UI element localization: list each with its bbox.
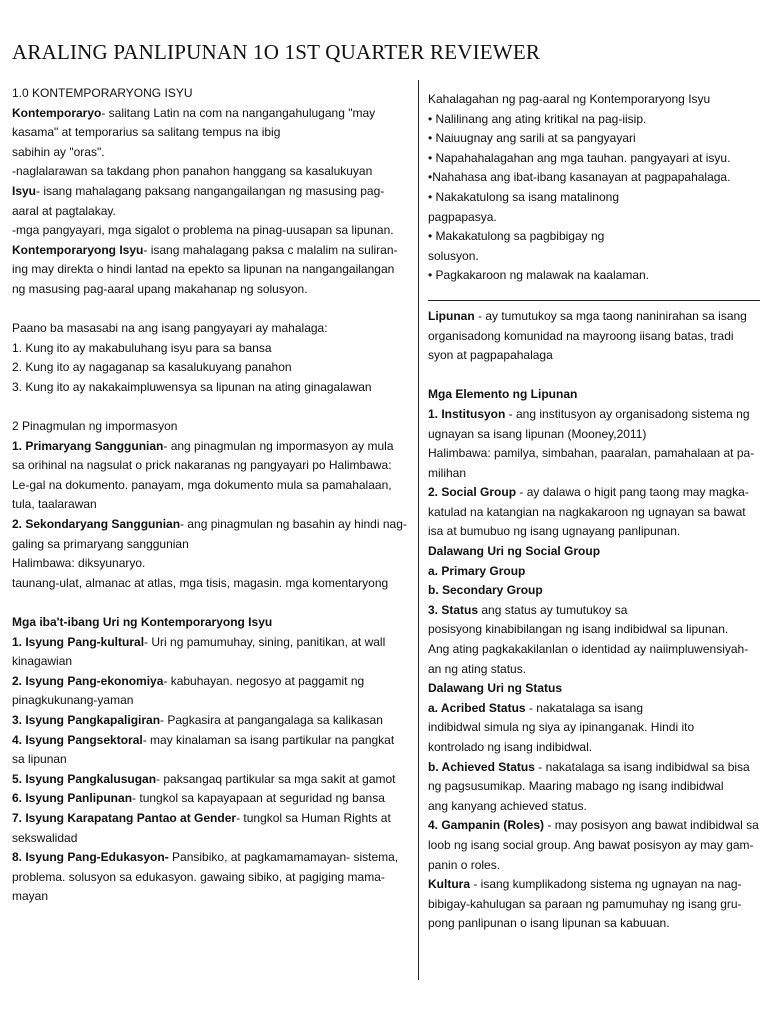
term: 2. Sekondaryang Sanggunian	[12, 517, 181, 532]
term: b. Achieved Status	[428, 759, 535, 774]
text-line	[428, 875, 760, 934]
term: 2. Isyung Pang-ekonomiya	[12, 673, 164, 688]
definition: - tungkol sa kapayapaan at seguridad ng bansa	[132, 791, 385, 806]
definition: - ang institusyon ay organisadong sistema ng ugnayan sa isang lipunan (Mooney,2011)	[428, 406, 750, 441]
text-line	[428, 718, 760, 738]
definition: sabihin ay "oras".	[12, 144, 105, 159]
definition: 1.0 KONTEMPORARYONG ISYU	[12, 86, 193, 100]
term: Dalawang Uri ng Social Group	[428, 544, 601, 559]
definition: indibidwal simula ng siya ay ipinanganak. Hindi ito	[428, 720, 695, 735]
term: Kultura	[428, 877, 470, 892]
text-line	[12, 515, 407, 554]
term: 4. Isyung Pangsektoral	[12, 732, 143, 747]
term: a. Acribed Status	[428, 700, 526, 715]
definition: • Pagkakaroon ng malawak na kaalaman.	[428, 268, 649, 283]
definition: - may posisyon ang bawat indibidwal sa loob ng isang social group. Ang bawat posisyon ay may gam-panin o roles.	[428, 818, 759, 872]
definition: Pansibiko, at pagkamamamayan- sistema, problema. solusyon sa edukasyon. gawaing sibiko, at pagiging mama-mayan	[12, 850, 399, 904]
text-line	[428, 758, 760, 778]
definition: • Nakakatulong sa isang matalinong	[428, 189, 619, 204]
text-line	[428, 366, 760, 386]
term: Kontemporaryong Isyu	[12, 242, 144, 257]
text-line	[12, 339, 407, 359]
text-line	[428, 601, 760, 621]
text-line	[12, 613, 407, 633]
term: Mga Elemento ng Lipunan	[428, 387, 578, 402]
text-line	[12, 770, 407, 790]
right-column	[428, 90, 760, 934]
definition: - ang pinagmulan ng basahin ay hindi nag-galing sa primaryang sanggunian	[12, 517, 407, 551]
definition: - tungkol sa Human Rights at sekswalidad	[12, 810, 391, 845]
term: 1. Primaryang Sanggunian	[12, 438, 164, 453]
text-line	[428, 266, 760, 286]
term: 6. Isyung Panlipunan	[12, 791, 133, 806]
definition: - ang pinagmulan ng impormasyon ay mula sa orihinal na nagsulat o prick nakaranas ng pangyayari po Halimbawa: Le-gal na dokumento. panayam, mga dokumento mula sa pamahalaan, tula, taalarawan	[12, 438, 394, 512]
definition: - nakatalaga sa isang	[525, 700, 644, 715]
definition: posisyong kinabibilangan ng isang indibidwal sa lipunan.	[428, 622, 729, 637]
definition: - nakatalaga sa isang indibidwal sa bisa	[534, 759, 750, 774]
definition: - kabuhayan. negosyo at paggamit ng pinagkukunang-yaman	[12, 673, 365, 708]
text-line	[12, 789, 407, 809]
text-line	[428, 816, 760, 875]
column-divider	[418, 80, 419, 980]
definition: - isang mahalagang paksa c malalim na suliran-ing may direkta o hindi lantad na epekto sa lipunan na nangangailangan ng masusing pag-aaral upang makahanap ng solusyon.	[12, 242, 398, 296]
text-line	[12, 731, 407, 770]
definition: - Pagkasira at pangangalaga sa kalikasan	[160, 713, 383, 727]
text-line	[428, 90, 760, 110]
definition: Halimbawa: pamilya, simbahan, paaralan, pamahalaan at pa-milihan	[428, 446, 755, 480]
text-line	[428, 738, 760, 758]
term: 3. Isyung Pangkapaligiran	[12, 713, 161, 727]
left-column	[12, 84, 407, 907]
text-line	[428, 640, 760, 679]
text-line	[428, 129, 760, 149]
definition: kontrolado ng isang indibidwal.	[428, 740, 593, 754]
definition: ang status ay tumutukoy sa	[478, 602, 628, 617]
text-line	[12, 319, 407, 339]
definition: - may kinalaman sa isang partikular na pangkat sa lipunan	[12, 732, 395, 767]
term: 2. Social Group	[428, 485, 517, 500]
term: 5. Isyung Pangkalusugan	[12, 771, 157, 786]
term: b. Secondary Group	[428, 583, 543, 598]
definition: - isang mahalagang paksang nangangailangan ng masusing pag-aaral at pagtalakay.	[12, 183, 385, 218]
text-line	[428, 227, 760, 247]
text-line	[428, 188, 760, 208]
text-line	[12, 672, 407, 711]
text-line	[12, 300, 407, 320]
text-line	[428, 483, 760, 542]
text-line	[428, 110, 760, 130]
text-line	[428, 620, 760, 640]
text-line	[12, 574, 407, 594]
text-line	[12, 711, 407, 731]
text-line	[428, 208, 760, 228]
definition: ng pagsusumikap. Maaring mabago ng isang indibidwal	[428, 779, 724, 794]
definition: • Nalilinang ang ating kritikal na pag-iisip.	[428, 111, 647, 126]
definition: • Makakatulong sa pagbibigay ng	[428, 229, 605, 244]
text-line	[12, 398, 407, 418]
text-line	[428, 168, 760, 188]
page-title: ARALING PANLIPUNAN 1O 1ST QUARTER REVIEWER	[12, 40, 541, 64]
section-divider	[428, 300, 760, 301]
text-line	[12, 809, 407, 848]
term: 3. Status	[428, 602, 479, 617]
text-line	[12, 221, 407, 241]
definition: Paano ba masasabi na ang isang pangyayari ay mahalaga:	[12, 321, 328, 336]
text-line	[12, 437, 407, 515]
text-line	[12, 104, 407, 143]
term: 1. Institusyon	[428, 406, 506, 421]
text-line	[12, 241, 407, 300]
definition: -mga pangyayari, mga sigalot o problema na pinag-uusapan sa lipunan.	[12, 223, 394, 238]
text-line	[12, 84, 407, 104]
text-line	[12, 182, 407, 221]
text-line	[12, 358, 407, 378]
text-line	[428, 581, 760, 601]
text-line	[428, 679, 760, 699]
text-line	[428, 797, 760, 817]
definition: •Nahahasa ang ibat-ibang kasanayan at pagpapahalaga.	[428, 170, 731, 185]
text-line	[428, 405, 760, 444]
definition: solusyon.	[428, 248, 479, 263]
definition: ang kanyang achieved status.	[428, 798, 587, 813]
definition: 1. Kung ito ay makabuluhang isyu para sa bansa	[12, 340, 272, 355]
term: Kontemporaryo	[12, 105, 102, 120]
definition: - isang kumplikadong sistema ng ugnayan na nag-bibigay-kahulugan sa paraan ng pamumuhay ng isang gru-pong panlipunan o isang lipunan sa kabuuan.	[428, 877, 742, 931]
text-line	[12, 143, 407, 163]
definition: Ang ating pagkakakilanlan o identidad ay naiimpluwensiyah-an ng ating status.	[428, 642, 749, 676]
definition: Halimbawa: diksyunaryo.	[12, 556, 146, 571]
definition: - paksangaq partikular sa mga sakit at gamot	[156, 771, 396, 786]
definition: pagpapasya.	[428, 209, 497, 224]
definition: taunang-ulat, almanac at atlas, mga tisis, magasin. mga komentaryong	[12, 575, 389, 590]
text-line	[428, 777, 760, 797]
definition: • Naiuugnay ang sarili at sa pangyayari	[428, 131, 636, 146]
term: Dalawang Uri ng Status	[428, 681, 563, 696]
text-line	[428, 444, 760, 483]
definition: 2 Pinagmulan ng impormasyon	[12, 419, 178, 434]
text-line	[12, 417, 407, 437]
text-line	[428, 699, 760, 719]
term: Lipunan	[428, 308, 475, 323]
definition: -naglalarawan sa takdang phon panahon hanggang sa kasalukuyan	[12, 164, 373, 179]
term: 4. Gampanin (Roles)	[428, 818, 545, 833]
text-line	[428, 385, 760, 405]
definition: - ay tumutukoy sa mga taong naninirahan sa isang organisadong komunidad na mayroong iisang batas, tradi syon at pagpapahalaga	[428, 308, 747, 363]
text-line	[12, 554, 407, 574]
text-line	[428, 562, 760, 582]
text-line	[12, 848, 407, 907]
text-line	[12, 593, 407, 613]
term: 8. Isyung Pang-Edukasyon-	[12, 850, 169, 865]
definition: - ay dalawa o higit pang taong may magka-katulad na katangian na nagkakaroon ng ugnayan sa bawat isa at bumubuo ng isang ugnayang panlipunan.	[428, 485, 749, 539]
text-line	[12, 162, 407, 182]
text-line	[428, 247, 760, 267]
term: 1. Isyung Pang-kultural	[12, 634, 145, 649]
text-line	[428, 542, 760, 562]
definition: - Uri ng pamumuhay, sining, panitikan, at wall kinagawian	[12, 634, 386, 669]
term: Mga iba't-ibang Uri ng Kontemporaryong Isyu	[12, 615, 273, 630]
text-line	[428, 307, 760, 366]
term: 7. Isyung Karapatang Pantao at Gender	[12, 810, 237, 825]
definition: 3. Kung ito ay nakakaimpluwensya sa lipunan na ating ginagalawan	[12, 379, 372, 394]
definition: 2. Kung ito ay nagaganap sa kasalukuyang panahon	[12, 360, 292, 375]
text-line	[428, 149, 760, 169]
term: a. Primary Group	[428, 563, 526, 578]
text-line	[12, 378, 407, 398]
definition: - salitang Latin na com na nangangahulugang "may kasama" at temporarius sa salitang tempus na ibig	[12, 105, 376, 140]
term: Isyu	[12, 183, 37, 198]
text-line	[12, 633, 407, 672]
definition: Kahalagahan ng pag-aaral ng Kontemporaryong Isyu	[428, 92, 711, 106]
definition: • Napahahalagahan ang mga tauhan. pangyayari at isyu.	[428, 150, 731, 165]
